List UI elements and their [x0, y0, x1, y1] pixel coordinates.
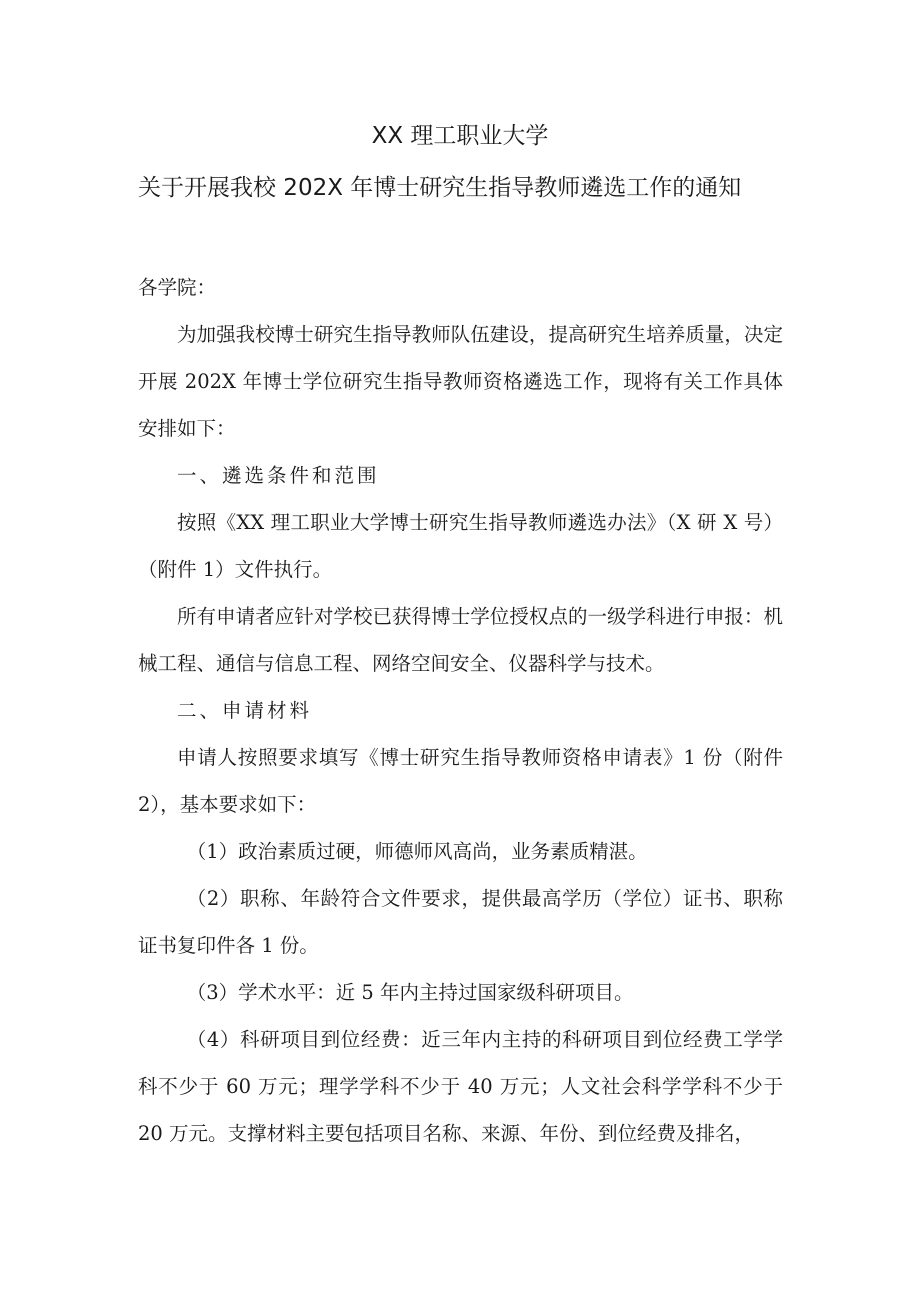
- requirement-item-3: （3）学术水平：近 5 年内主持过国家级科研项目。: [186, 981, 634, 1004]
- section-heading-1: 一、遴选条件和范围: [177, 464, 380, 487]
- requirement-item-2: （2）职称、年龄符合文件要求，提供最高学历（学位）证书、职称证书复印件各 1 份。: [138, 887, 783, 957]
- section2-paragraph-1: 申请人按照要求填写《博士研究生指导教师资格申请表》1 份（附件 2），基本要求如下：: [138, 746, 783, 816]
- section-heading-2: 二、申请材料: [177, 699, 313, 722]
- school-title: XX 理工职业大学: [371, 123, 549, 149]
- requirement-item-1: （1）政治素质过硬，师德师风高尚，业务素质精湛。: [186, 840, 648, 863]
- section1-paragraph-1: 按照《XX 理工职业大学博士研究生指导教师遴选办法》（X 研 X 号）（附件 1）文件执行。: [138, 511, 783, 581]
- requirement-item-4: （4）科研项目到位经费：近三年内主持的科研项目到位经费工学学科不少于 60 万元；理学学科不少于 40 万元；人文社会科学学科不少于 20 万元。支撑材料主要包括项目名称、来源、年份、到位经费及排名，: [138, 1028, 783, 1145]
- section1-paragraph-2: 所有申请者应针对学校已获得博士学位授权点的一级学科进行申报：机械工程、通信与信息工程、网络空间安全、仪器科学与技术。: [138, 605, 783, 675]
- intro-paragraph: 为加强我校博士研究生指导教师队伍建设，提高研究生培养质量，决定开展 202X 年博士学位研究生指导教师资格遴选工作，现将有关工作具体安排如下：: [138, 323, 783, 440]
- document-body: [138, 264, 783, 1157]
- salutation: 各学院：: [138, 276, 217, 299]
- notice-title: 关于开展我校 202X 年博士研究生指导教师遴选工作的通知: [138, 175, 742, 201]
